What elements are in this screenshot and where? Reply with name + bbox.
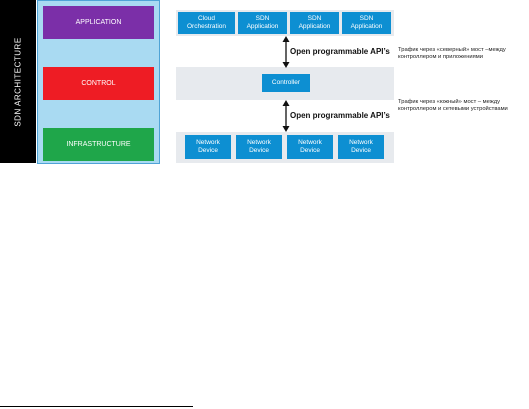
app-box-line1: SDN [359, 15, 374, 22]
north-api-label: Open programmable API’s [290, 47, 390, 56]
app-box-sdn-application [238, 12, 287, 34]
sdn-architecture-label: SDN ARCHITECTURE [13, 37, 23, 127]
infrastructure-layer: INFRASTRUCTURE [43, 128, 154, 161]
device-box-line2: Device [300, 147, 320, 154]
footnote-separator [0, 406, 193, 407]
app-box-line2: Orchestration [186, 23, 227, 30]
app-box-line2: Application [298, 23, 331, 30]
north-traffic-note: Трафик через «северный» мост –между контроллером и приложениями [398, 47, 506, 60]
app-box-line1: SDN [307, 15, 322, 22]
device-box-line2: Device [351, 147, 371, 154]
device-box-line2: Device [249, 147, 269, 154]
south-traffic-note: Трафик через «южный» мост – между контроллером и сетевыми устройствами [398, 99, 508, 112]
network-device-box [287, 135, 333, 159]
south-api-label: Open programmable API’s [290, 111, 390, 120]
app-box-sdn-application [290, 12, 339, 34]
app-box-line2: Application [350, 23, 383, 30]
app-box-cloud-orchestration [178, 12, 235, 34]
network-device-box [185, 135, 231, 159]
device-box-line1: Network [349, 139, 373, 146]
application-layer: APPLICATION [43, 6, 154, 39]
app-box-line1: SDN [255, 15, 270, 22]
device-box-line1: Network [247, 139, 271, 146]
app-box-line1: Cloud [198, 15, 215, 22]
device-box-line1: Network [298, 139, 322, 146]
device-box-line1: Network [196, 139, 220, 146]
control-layer: CONTROL [43, 67, 154, 100]
app-box-line2: Application [246, 23, 279, 30]
device-box-line2: Device [198, 147, 218, 154]
network-device-box [236, 135, 282, 159]
controller-box: Controller [262, 74, 310, 92]
sdn-architecture-bar [0, 0, 36, 163]
network-device-box [338, 135, 384, 159]
app-box-sdn-application [342, 12, 391, 34]
